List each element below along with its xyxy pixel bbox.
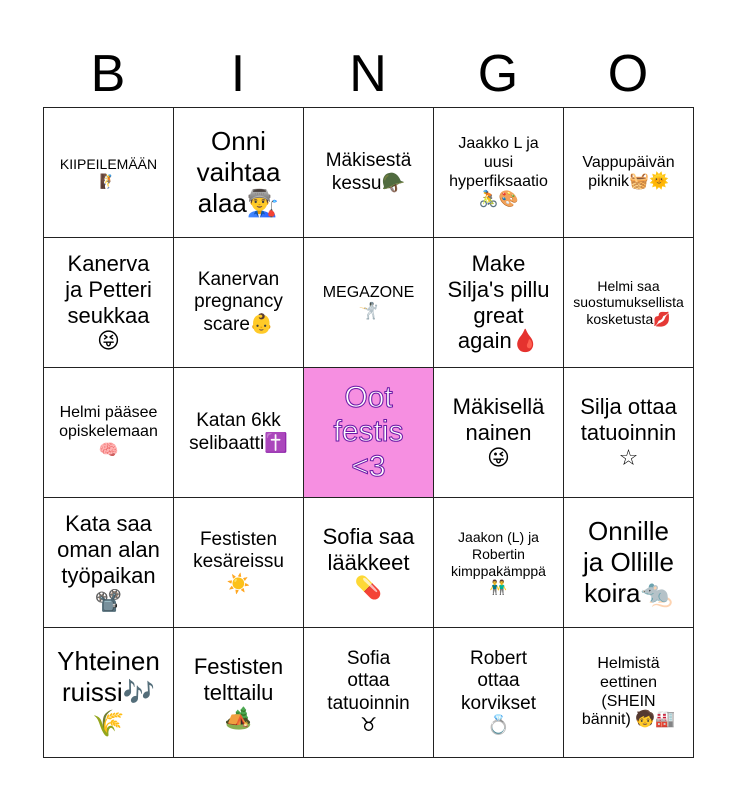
cell-text: Katan 6kk selibaatti✝️: [189, 410, 288, 454]
cell-text: Jaakko L ja uusi hyperfiksaatio 🚴🎨: [449, 134, 548, 209]
bingo-cell-g1[interactable]: [434, 108, 564, 238]
cell-text: Helmistä eettinen (SHEIN bännit) 🧒🏭: [581, 654, 676, 729]
bingo-cell-free[interactable]: [304, 368, 434, 498]
bingo-cell-o3[interactable]: [564, 368, 694, 498]
bingo-cell-g3[interactable]: [434, 368, 564, 498]
cell-text: Helmi saa suostumuksellista kosketusta💋: [573, 277, 684, 327]
bingo-cell-n5[interactable]: [304, 628, 434, 758]
bingo-cell-b5[interactable]: [44, 628, 174, 758]
bingo-grid: [43, 107, 694, 758]
cell-text: Festisten telttailu 🏕️: [193, 653, 284, 731]
bingo-cell-n2[interactable]: [304, 238, 434, 368]
header-letter-b: B: [90, 45, 126, 103]
cell-text: Jaakon (L) ja Robertin kimppakämppä 👬: [451, 529, 546, 596]
cell-text: Kanervan pregnancy scare👶: [194, 268, 283, 335]
cell-text: Mäkisellä nainen 😜: [452, 393, 545, 471]
bingo-cell-b4[interactable]: [44, 498, 174, 628]
cell-text: Helmi pääsee opiskelemaan 🧠: [59, 404, 158, 459]
cell-text: KIIPEILEMÄÄN 🧗: [59, 155, 158, 189]
free-space-text: Oot festis <3: [333, 380, 404, 483]
cell-text: Kanerva ja Petteri seukkaa 😝: [65, 250, 152, 354]
bingo-cell-o4[interactable]: [564, 498, 694, 628]
bingo-cell-n4[interactable]: [304, 498, 434, 628]
bingo-cell-i3[interactable]: [174, 368, 304, 498]
header-letter-n: N: [349, 45, 387, 103]
cell-text: Mäkisestä kessu🪖: [325, 150, 412, 194]
cell-text: Kata saa oman alan työpaikan 📽️: [57, 510, 160, 614]
bingo-cell-o5[interactable]: [564, 628, 694, 758]
header-letter-g: G: [477, 45, 519, 103]
cell-text: Yhteinen ruissi🎶 🌾: [57, 646, 160, 738]
bingo-cell-i1[interactable]: [174, 108, 304, 238]
header-letter-i: I: [230, 45, 246, 103]
bingo-cell-b3[interactable]: [44, 368, 174, 498]
cell-text: Onni vaihtaa alaa👨‍🏭: [196, 126, 281, 218]
header-letter-o: O: [607, 45, 649, 103]
cell-text: Festisten kesäreissu ☀️: [193, 528, 284, 595]
cell-text: Robert ottaa korvikset 💍: [461, 647, 536, 736]
cell-text: Sofia ottaa tatuoinnin ♉: [327, 647, 410, 736]
bingo-cell-o1[interactable]: [564, 108, 694, 238]
bingo-header: [43, 40, 693, 108]
bingo-cell-g4[interactable]: [434, 498, 564, 628]
bingo-cell-b1[interactable]: [44, 108, 174, 238]
bingo-cell-g5[interactable]: [434, 628, 564, 758]
bingo-cell-o2[interactable]: [564, 238, 694, 368]
bingo-cell-i4[interactable]: [174, 498, 304, 628]
cell-text: Silja ottaa tatuoinnin ☆: [580, 393, 677, 471]
bingo-cell-i2[interactable]: [174, 238, 304, 368]
cell-text: Sofia saa lääkkeet 💊: [322, 523, 415, 601]
bingo-cell-g2[interactable]: [434, 238, 564, 368]
bingo-cell-n1[interactable]: [304, 108, 434, 238]
cell-text: Onnille ja Ollille koira🐀: [582, 516, 675, 608]
bingo-cell-b2[interactable]: [44, 238, 174, 368]
cell-text: MEGAZONE 🤺: [322, 283, 415, 320]
cell-text: Vappupäivän piknik🧺🌞: [582, 153, 675, 190]
bingo-cell-i5[interactable]: [174, 628, 304, 758]
cell-text: Make Silja's pillu great again🩸: [447, 250, 550, 354]
